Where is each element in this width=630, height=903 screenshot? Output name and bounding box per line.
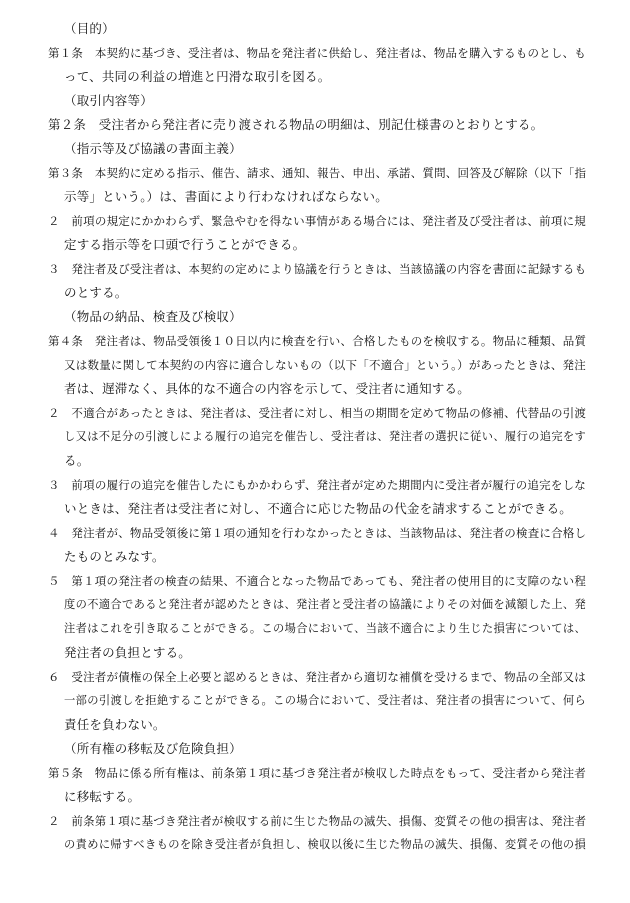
article-3-para-2-line-1: ２ 前項の規定にかかわらず、緊急やむを得ない事情がある場合には、発注者及び受注者は、前項に規 bbox=[48, 214, 586, 228]
article-4-para-5-line-4: 発注者の負担とする。 bbox=[64, 645, 192, 660]
article-3-para-3-line-1: ３ 発注者及び受注者は、本契約の定めにより協議を行うときは、当該協議の内容を書面に記録するも bbox=[48, 262, 587, 276]
article-1-line-1: 第１条 本契約に基づき、受注者は、物品を発注者に供給し、発注者は、物品を購入するものとし、も bbox=[48, 46, 586, 60]
article-1-line-2: って、共同の利益の増進と円滑な取引を図る。 bbox=[64, 69, 331, 84]
article-5-line-1: 第５条 物品に係る所有権は、前条第１項に基づき発注者が検収した時点をもって、受注者から発注者 bbox=[48, 766, 586, 780]
article-3-line-1: 第３条 本契約に定める指示、催告、請求、通知、報告、申出、承諾、質問、回答及び解除（以下「指 bbox=[48, 166, 587, 180]
article-5-line-2: に移転する。 bbox=[64, 789, 141, 804]
article-4-para-5-line-3: 注者はこれを引き取ることができる。この場合において、当該不適合により生じた損害については、 bbox=[64, 622, 586, 635]
heading-written-instructions: （指示等及び協議の書面主義） bbox=[64, 141, 242, 156]
heading-purpose: （目的） bbox=[64, 21, 115, 36]
heading-delivery-inspection: （物品の納品、検査及び検収） bbox=[64, 309, 242, 324]
article-4-line-1: 第４条 発注者は、物品受領後１０日以内に検査を行い、合格したものを検収する。物品に種類、品質 bbox=[48, 334, 587, 348]
article-3-line-2: 示等」という。）は、書面により行わなければならない。 bbox=[64, 189, 388, 204]
article-4-line-3: 者は、遅滞なく、具体的な不適合の内容を示して、受注者に通知する。 bbox=[64, 381, 470, 396]
article-4-para-2-line-1: ２ 不適合があったときは、発注者は、受注者に対し、相当の期間を定めて物品の修補、代替品の引渡 bbox=[48, 406, 587, 420]
article-4-para-6-line-2: 一部の引渡しを拒絶することができる。この場合において、受注者は、発注者の損害について、何ら bbox=[64, 694, 586, 707]
heading-ownership-risk: （所有権の移転及び危険負担） bbox=[64, 741, 242, 756]
article-4-para-5-line-1: ５ 第１項の発注者の検査の結果、不適合となった物品であっても、発注者の使用目的に支障のない程 bbox=[48, 574, 587, 588]
article-4-para-6-line-3: 責任を負わない。 bbox=[64, 717, 166, 732]
article-2-line-1: 第２条 受注者から発注者に売り渡される物品の明細は、別記仕様書のとおりとする。 bbox=[48, 117, 544, 132]
article-4-para-6-line-1: ６ 受注者が債権の保全上必要と認めるときは、発注者から適切な補償を受けるまで、物品の全部又は bbox=[48, 670, 586, 684]
article-4-para-5-line-2: 度の不適合であると発注者が認めたときは、発注者と受注者の協議によりその対価を減額した上、発 bbox=[64, 598, 586, 611]
article-4-para-4-line-1: ４ 発注者が、物品受領後に第１項の通知を行わなかったときは、当該物品は、発注者の検査に合格し bbox=[48, 526, 587, 540]
article-3-para-2-line-2: 定する指示等を口頭で行うことができる。 bbox=[64, 237, 306, 252]
article-4-line-2: 又は数量に関して本契約の内容に適合しないもの（以下「不適合」という。）があったときは、発注 bbox=[64, 358, 586, 372]
article-3-para-3-line-2: のとする。 bbox=[64, 285, 128, 300]
article-5-para-2-line-2: の責めに帰すべきものを除き受注者が負担し、検収以後に生じた物品の滅失、損傷、変質その他の損 bbox=[64, 838, 586, 851]
article-5-para-2-line-1: ２ 前条第１項に基づき発注者が検収する前に生じた物品の滅失、損傷、変質その他の損害は、発注者 bbox=[48, 814, 587, 828]
article-4-para-2-line-2: し又は不足分の引渡しによる履行の追完を催告し、受注者は、発注者の選択に従い、履行の追完をす bbox=[64, 430, 586, 443]
article-4-para-3-line-2: いときは、発注者は受注者に対し、不適合に応じた物品の代金を請求することができる。 bbox=[64, 501, 573, 516]
heading-transaction-content: （取引内容等） bbox=[64, 93, 153, 108]
article-4-para-4-line-2: たものとみなす。 bbox=[64, 549, 165, 564]
article-4-para-3-line-1: ３ 前項の履行の追完を催告したにもかかわらず、発注者が定めた期間内に受注者が履行の追完をしな bbox=[48, 478, 586, 492]
article-4-para-2-line-3: る。 bbox=[64, 453, 90, 468]
